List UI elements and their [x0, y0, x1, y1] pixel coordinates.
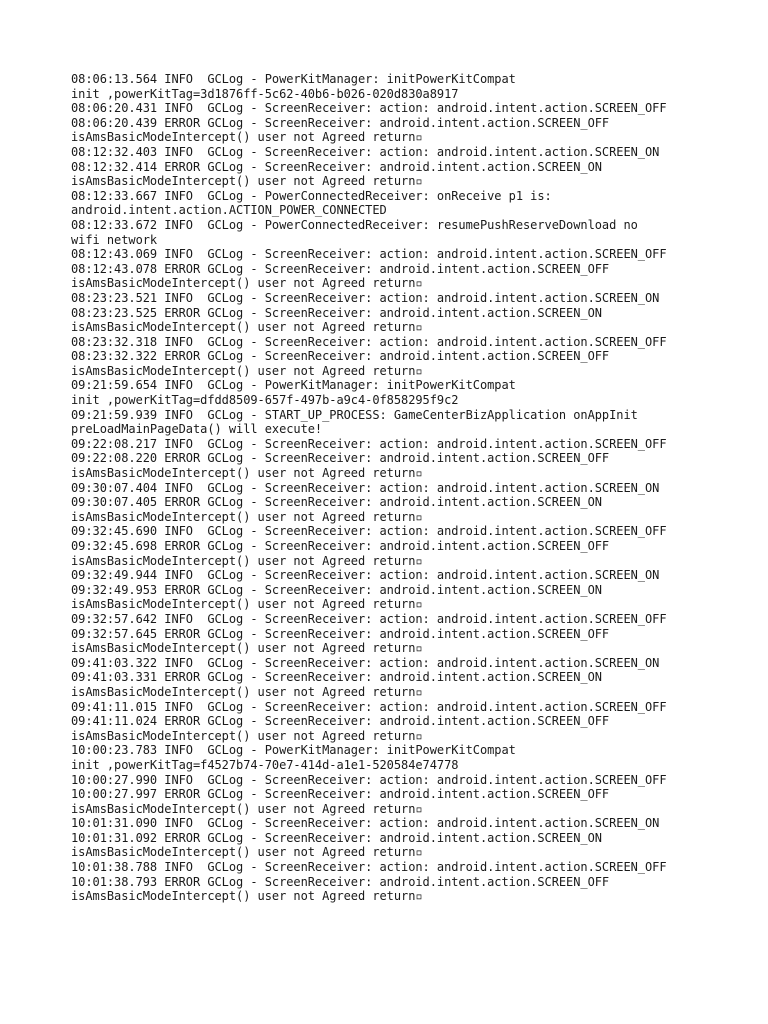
log-line: 10:01:38.793 ERROR GCLog - ScreenReceiver: android.intent.action.SCREEN_OFF	[71, 874, 610, 889]
log-document	[71, 72, 731, 904]
log-line: 09:21:59.654 INFO GCLog - PowerKitManager: initPowerKitCompat	[71, 378, 516, 393]
log-line: isAmsBasicModeIntercept() user not Agreed return▫	[71, 597, 423, 612]
log-line: 08:23:32.318 INFO GCLog - ScreenReceiver: action: android.intent.action.SCREEN_OFF	[71, 334, 667, 349]
log-line: init ,powerKitTag=f4527b74-70e7-414d-a1e1-520584e74778	[71, 757, 459, 772]
log-line: isAmsBasicModeIntercept() user not Agreed return▫	[71, 509, 423, 524]
log-line: 08:12:43.078 ERROR GCLog - ScreenReceiver: android.intent.action.SCREEN_OFF	[71, 261, 610, 276]
log-line: isAmsBasicModeIntercept() user not Agreed return▫	[71, 466, 423, 481]
log-line: isAmsBasicModeIntercept() user not Agreed return▫	[71, 174, 423, 189]
log-line: 08:23:32.322 ERROR GCLog - ScreenReceiver: android.intent.action.SCREEN_OFF	[71, 349, 610, 364]
log-line: isAmsBasicModeIntercept() user not Agreed return▫	[71, 845, 423, 860]
log-line: 08:12:43.069 INFO GCLog - ScreenReceiver: action: android.intent.action.SCREEN_OFF	[71, 247, 667, 262]
log-line: 09:32:45.698 ERROR GCLog - ScreenReceiver: android.intent.action.SCREEN_OFF	[71, 539, 610, 553]
log-line: 08:23:23.521 INFO GCLog - ScreenReceiver: action: android.intent.action.SCREEN_ON	[71, 290, 660, 305]
log-line: 09:32:57.642 INFO GCLog - ScreenReceiver: action: android.intent.action.SCREEN_OFF	[71, 611, 667, 626]
log-line: 10:00:23.783 INFO GCLog - PowerKitManager: initPowerKitCompat	[71, 743, 516, 758]
log-line: isAmsBasicModeIntercept() user not Agreed return▫	[71, 801, 423, 816]
log-line: 08:12:32.403 INFO GCLog - ScreenReceiver: action: android.intent.action.SCREEN_ON	[71, 144, 660, 159]
log-line: 09:32:57.645 ERROR GCLog - ScreenReceiver: android.intent.action.SCREEN_OFF	[71, 626, 610, 641]
log-line: 09:21:59.939 INFO GCLog - START_UP_PROCESS: GameCenterBizApplication onAppInit	[71, 407, 638, 422]
log-line: 09:30:07.405 ERROR GCLog - ScreenReceiver: android.intent.action.SCREEN_ON	[71, 495, 602, 510]
log-line: isAmsBasicModeIntercept() user not Agreed return▫	[71, 684, 423, 699]
log-line: android.intent.action.ACTION_POWER_CONNECTED	[71, 203, 387, 218]
log-line: 09:32:49.953 ERROR GCLog - ScreenReceiver: android.intent.action.SCREEN_ON	[71, 582, 602, 597]
log-line: 08:06:13.564 INFO GCLog - PowerKitManager: initPowerKitCompat	[71, 72, 516, 86]
log-line: 10:01:31.090 INFO GCLog - ScreenReceiver: action: android.intent.action.SCREEN_ON	[71, 816, 660, 831]
log-line: 09:32:49.944 INFO GCLog - ScreenReceiver: action: android.intent.action.SCREEN_ON	[71, 568, 660, 583]
log-line: preLoadMainPageData() will execute!	[71, 422, 323, 437]
log-line: init ,powerKitTag=dfdd8509-657f-497b-a9c4-0f858295f9c2	[71, 393, 459, 408]
log-line: 08:06:20.439 ERROR GCLog - ScreenReceiver: android.intent.action.SCREEN_OFF	[71, 115, 610, 130]
log-line: isAmsBasicModeIntercept() user not Agreed return▫	[71, 320, 423, 335]
log-line: 09:41:03.331 ERROR GCLog - ScreenReceiver: android.intent.action.SCREEN_ON	[71, 670, 602, 685]
log-line: init ,powerKitTag=3d1876ff-5c62-40b6-b026-020d830a8917	[71, 86, 459, 101]
log-line: 08:12:33.672 INFO GCLog - PowerConnectedReceiver: resumePushReserveDownload no	[71, 217, 638, 232]
log-line: 09:22:08.217 INFO GCLog - ScreenReceiver: action: android.intent.action.SCREEN_OFF	[71, 436, 667, 451]
log-line: 09:32:45.690 INFO GCLog - ScreenReceiver: action: android.intent.action.SCREEN_OFF	[71, 524, 667, 539]
log-line: isAmsBasicModeIntercept() user not Agreed return▫	[71, 889, 423, 904]
log-line: 09:30:07.404 INFO GCLog - ScreenReceiver: action: android.intent.action.SCREEN_ON	[71, 480, 660, 495]
log-line: isAmsBasicModeIntercept() user not Agreed return▫	[71, 553, 423, 568]
log-line: 10:00:27.997 ERROR GCLog - ScreenReceiver: android.intent.action.SCREEN_OFF	[71, 787, 610, 802]
log-line: wifi network	[71, 232, 158, 247]
log-line: 10:01:31.092 ERROR GCLog - ScreenReceiver: android.intent.action.SCREEN_ON	[71, 830, 602, 845]
log-line: isAmsBasicModeIntercept() user not Agreed return▫	[71, 641, 423, 656]
log-line: 08:23:23.525 ERROR GCLog - ScreenReceiver: android.intent.action.SCREEN_ON	[71, 305, 602, 320]
log-line: 09:41:11.024 ERROR GCLog - ScreenReceiver: android.intent.action.SCREEN_OFF	[71, 714, 610, 729]
log-line: 08:12:32.414 ERROR GCLog - ScreenReceiver: android.intent.action.SCREEN_ON	[71, 159, 602, 174]
log-line: 08:06:20.431 INFO GCLog - ScreenReceiver: action: android.intent.action.SCREEN_OFF	[71, 101, 667, 116]
log-line: 10:00:27.990 INFO GCLog - ScreenReceiver: action: android.intent.action.SCREEN_OFF	[71, 772, 667, 787]
log-line: 09:41:11.015 INFO GCLog - ScreenReceiver: action: android.intent.action.SCREEN_OFF	[71, 699, 667, 714]
log-line: isAmsBasicModeIntercept() user not Agreed return▫	[71, 130, 423, 145]
log-line: isAmsBasicModeIntercept() user not Agreed return▫	[71, 276, 423, 291]
log-line: 08:12:33.667 INFO GCLog - PowerConnectedReceiver: onReceive p1 is:	[71, 188, 552, 203]
log-line: 10:01:38.788 INFO GCLog - ScreenReceiver: action: android.intent.action.SCREEN_OFF	[71, 860, 667, 875]
log-line: 09:22:08.220 ERROR GCLog - ScreenReceiver: android.intent.action.SCREEN_OFF	[71, 451, 610, 466]
log-line: isAmsBasicModeIntercept() user not Agreed return▫	[71, 728, 423, 743]
log-line: isAmsBasicModeIntercept() user not Agreed return▫	[71, 363, 423, 378]
log-line: 09:41:03.322 INFO GCLog - ScreenReceiver: action: android.intent.action.SCREEN_ON	[71, 655, 660, 670]
